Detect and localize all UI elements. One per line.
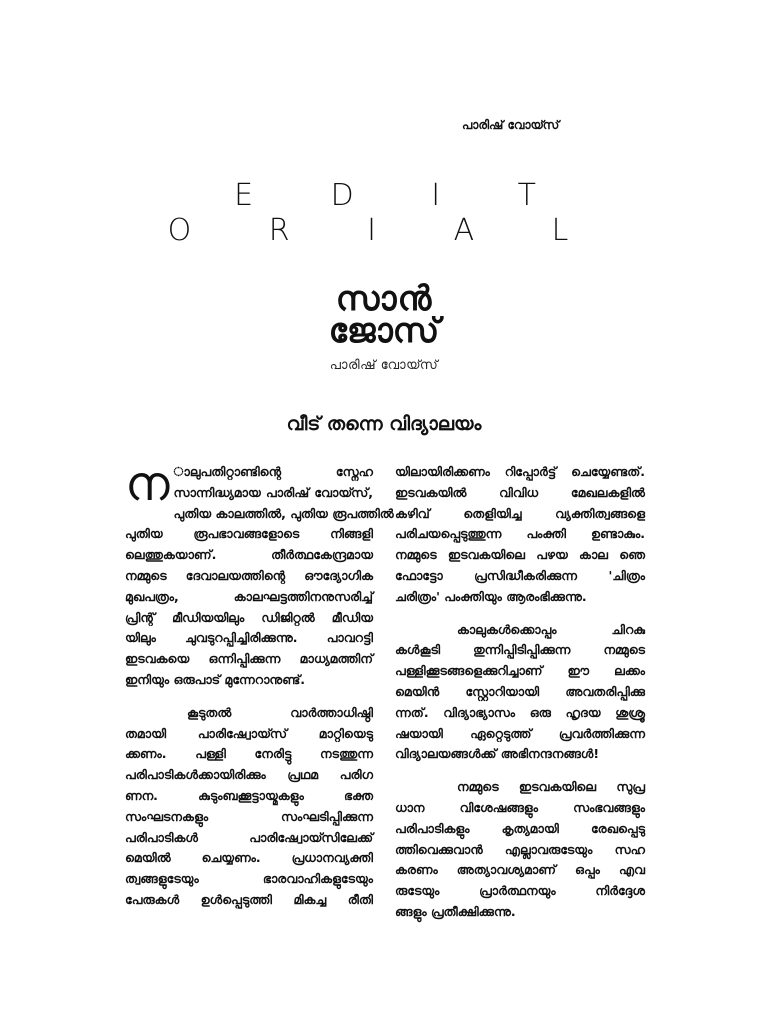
logo-subtitle: പാരിഷ് വോയ്സ് xyxy=(329,358,439,373)
logo xyxy=(284,279,484,373)
text-line: കഴിവ് തെളിയിച്ച വ്യക്തിത്വങ്ങളെ xyxy=(395,505,645,521)
right-paragraph-3 xyxy=(395,777,645,923)
right-paragraph-2 xyxy=(395,620,645,766)
text-line: ഇടവകയിൽ വിവിധ മേഖലകളിൽ xyxy=(395,484,645,500)
text-line: കൂടുതൽ വാർത്താധിഷ്ഠി xyxy=(187,704,373,720)
text-line: ക്കണം. പള്ളി നേരിട്ടു നടത്തുന്ന xyxy=(125,746,373,762)
text-line: ഇടവകയെ ഒന്നിപ്പിക്കുന്ന മാധ്യമത്തിന് xyxy=(125,651,373,667)
text-line: നമ്മുടെ ഇടവകയിലെ പഴയ കാല ഞെ xyxy=(395,547,645,563)
text-line: തമായി പാരിഷ്വോയ്സ് മാറ്റിയെടു xyxy=(125,725,373,741)
text-line: പേരുകൾ ഉൾപ്പെടുത്തി മികച്ച രീതി xyxy=(125,891,373,907)
text-line: പ്രിന്റ് മീഡിയയിലും ഡിജിറ്റൽ മീഡിയ xyxy=(125,609,373,625)
article-column-right xyxy=(395,462,645,923)
text-line: ഷയായി ഏറ്റെടുത്ത് പ്രവർത്തിക്കുന്ന xyxy=(395,725,645,741)
section-title: E D I T O R I A L xyxy=(167,178,603,248)
text-line: ലെത്തുകയാണ്. തീർത്ഥകേന്ദ്രമായ xyxy=(125,547,373,563)
text-line: പുതിയ കാലത്തിൽ, പുതിയ രൂപത്തിൽ xyxy=(173,505,394,521)
right-paragraph-1 xyxy=(395,462,645,608)
text-line: ത്തിവെക്കുവാൻ എല്ലാവരുടേയും സഹ xyxy=(395,841,645,857)
text-line: മുഖപത്രം, കാലഘട്ടത്തിനനുസരിച്ച് xyxy=(125,588,373,604)
text-line: സാന്നിദ്ധ്യമായ പാരിഷ് വോയ്സ്, xyxy=(173,484,373,500)
text-line: പരിപാടികളും കൃത്യമായി രേഖപ്പെടു xyxy=(395,820,645,836)
text-line: കാലുകൾക്കൊപ്പം ചിറകു xyxy=(457,621,645,637)
text-line: യിലായിരിക്കണം റിപ്പോർട്ട് ചെയ്യേണ്ടത്. xyxy=(395,464,645,479)
text-line: പള്ളിക്കൂടങ്ങളെക്കുറിച്ചാണ് ഈ ലക്കം xyxy=(395,663,645,679)
text-line: ങ്ങളും പ്രതീക്ഷിക്കുന്നു. xyxy=(395,903,516,919)
text-line: ഇനിയും ഒരുപാട് മുന്നേറാനുണ്ട്. xyxy=(125,671,306,687)
text-line: ാലുപതിറ്റാണ്ടിന്റെ സ്നേഹ xyxy=(173,464,373,479)
text-line: ധാന വിശേഷങ്ങളും സംഭവങ്ങളും xyxy=(395,799,645,815)
text-line: രുടേയും പ്രാർത്ഥനയും നിർദ്ദേശ xyxy=(395,883,645,899)
text-line: മെയിൽ ചെയ്യണം. പ്രധാനവ്യക്തി xyxy=(125,850,373,866)
header-tag: പാരിഷ് വോയ്സ് xyxy=(462,118,560,132)
text-line: വിദ്യാലയങ്ങൾക്ക് അഭിനന്ദനങ്ങൾ! xyxy=(395,746,600,762)
text-line: മെയിൻ സ്റ്റോറിയായി അവതരിപ്പിക്കു xyxy=(395,683,645,699)
text-line: ചരിത്രം' പംക്തിയും ആരംഭിക്കുന്നു. xyxy=(395,588,587,604)
logo-line-1: സാൻ xyxy=(335,279,433,319)
text-line: ത്വങ്ങളുടേയും ഭാരവാഹികളുടേയും xyxy=(125,871,373,887)
text-line: ഫോട്ടോ പ്രസിദ്ധീകരിക്കുന്ന 'ചിത്രം xyxy=(395,567,645,583)
text-line: പുതിയ രൂപഭാവങ്ങളോടെ നിങ്ങളി xyxy=(125,526,373,542)
text-line: പരിപാടികൾക്കായിരിക്കും പ്രഥമ പരിഗ xyxy=(125,767,373,783)
article-title: വീട് തന്നെ വിദ്യാലയം xyxy=(286,413,482,435)
text-line: ണന. കുടുംബക്കൂട്ടായ്മകളും ഭക്ത xyxy=(125,787,373,803)
text-line: സംഘടനകളും സംഘടിപ്പിക്കുന്ന xyxy=(125,808,373,824)
left-paragraph-2 xyxy=(125,703,373,911)
text-line: പരിപാടികൾ പാരിഷ്വോയ്സിലേക്ക് xyxy=(125,829,373,845)
text-line: നമ്മുടെ ദേവാലയത്തിന്റെ ഔദ്യോഗിക xyxy=(125,567,373,583)
drop-cap: ന xyxy=(125,456,170,512)
text-line: ന്നത്. വിദ്യാഭ്യാസം ഒരു ഹൃദയ ശുശ്രൂ xyxy=(395,704,645,720)
text-line: നമ്മുടെ ഇടവകയിലെ സുപ്ര xyxy=(457,779,645,795)
article-column-left xyxy=(125,456,394,911)
text-line: കരണം അത്യാവശ്യമാണ് ഒപ്പം എവ xyxy=(395,862,645,878)
text-line: യിലും ചുവടുറപ്പിച്ചിരിക്കുന്നു. പാവറട്ടി xyxy=(125,630,373,646)
text-line: പരിചയപ്പെടുത്തുന്ന പംക്തി ഉണ്ടാകും. xyxy=(395,526,645,542)
logo-line-2: ജോസ് xyxy=(328,311,440,351)
text-line: കൾകൂടി തുന്നിപ്പിടിപ്പിക്കുന്ന നമ്മുടെ xyxy=(395,642,645,658)
